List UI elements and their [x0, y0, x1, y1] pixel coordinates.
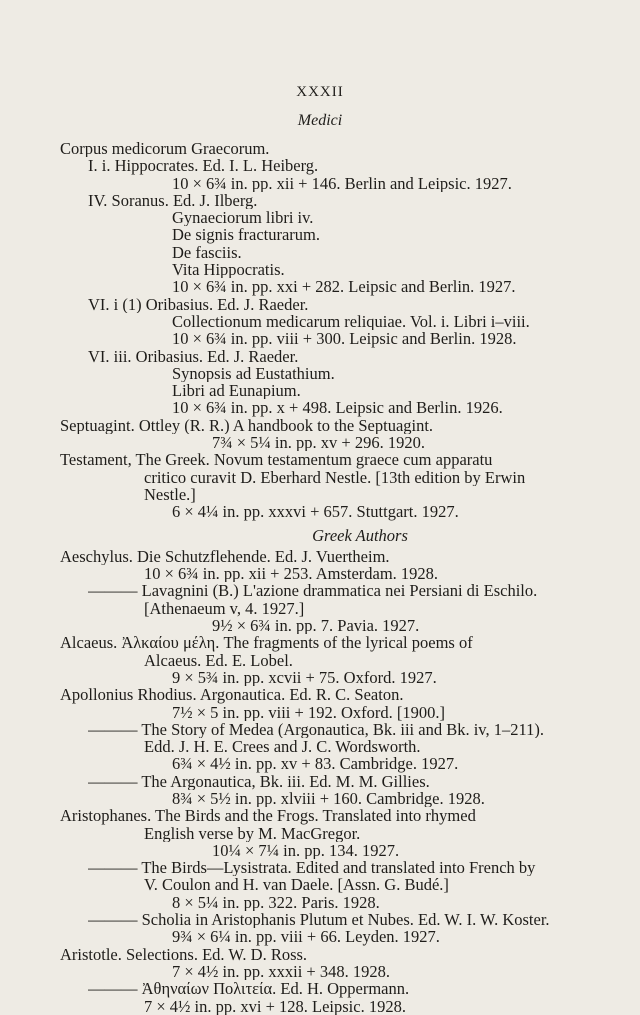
- entry-line: 10 × 6¾ in. pp. xii + 146. Berlin and Leipsic. 1927.: [172, 174, 512, 192]
- entry-line: 9½ × 6¾ in. pp. 7. Pavia. 1927.: [212, 617, 420, 635]
- section-heading-greek: Greek Authors: [312, 525, 408, 545]
- entry-line: 7¾ × 5¼ in. pp. xv + 296. 1920.: [212, 434, 425, 452]
- entry-line: 8¾ × 5½ in. pp. xlviii + 160. Cambridge. 1928.: [172, 789, 485, 808]
- entry-line: Alcaeus. Ἀλκαίου μέλη. The fragments of the lyrical poems of: [60, 634, 473, 652]
- entry-line: Gynaeciorum libri iv.: [172, 209, 314, 227]
- entry-line: De fasciis.: [172, 243, 242, 262]
- entry-line: De signis fracturarum.: [172, 226, 320, 244]
- entry-line: ——— Scholia in Aristophanis Plutum et Nubes. Ed. W. I. W. Koster.: [88, 911, 550, 929]
- section-heading-medici: Medici: [297, 112, 343, 129]
- entry-line: Septuagint. Ottley (R. R.) A handbook to the Septuagint.: [60, 416, 434, 435]
- medici-entries: [60, 140, 620, 521]
- entry-line: 7 × 4½ in. pp. xxxii + 348. 1928.: [172, 962, 390, 981]
- entry-line: ——— The Argonautica, Bk. iii. Ed. M. M. Gillies.: [88, 772, 430, 790]
- entry-line: ——— The Story of Medea (Argonautica, Bk. iii and Bk. iv, 1–211).: [88, 720, 544, 739]
- entry-line: ——— Lavagnini (B.) L'azione drammatica nei Persiani di Eschilo.: [88, 582, 538, 600]
- entry-line: Synopsis ad Eustathium.: [172, 364, 335, 383]
- entry-line: 10¼ × 7¼ in. pp. 134. 1927.: [212, 841, 400, 860]
- entry-line: 7½ × 5 in. pp. viii + 192. Oxford. [1900.]: [172, 703, 445, 721]
- entry-line: 9¾ × 6¼ in. pp. viii + 66. Leyden. 1927.: [172, 928, 440, 946]
- entry-line: VI. i (1) Oribasius. Ed. J. Raeder.: [88, 295, 309, 313]
- entry-line: 10 × 6¾ in. pp. viii + 300. Leipsic and Berlin. 1928.: [172, 330, 517, 348]
- entry-line: Nestle.]: [144, 485, 196, 504]
- entry-line: ——— Ἀθηναίων Πολιτεία. Ed. H. Oppermann.: [88, 980, 410, 998]
- entry-line: [Athenaeum v, 4. 1927.]: [144, 599, 305, 618]
- entry-line: Alcaeus. Ed. E. Lobel.: [144, 651, 293, 669]
- entry-line: 6¾ × 4½ in. pp. xv + 83. Cambridge. 1927.: [172, 755, 459, 773]
- entry-line: IV. Soranus. Ed. J. Ilberg.: [88, 191, 258, 210]
- entry-line: 10 × 6¾ in. pp. xxi + 282. Leipsic and Berlin. 1927.: [172, 278, 516, 296]
- greek-entries: [60, 547, 620, 1015]
- entry-line: critico curavit D. Eberhard Nestle. [13th edition by Erwin: [144, 468, 526, 486]
- entry-line: Aristophanes. The Birds and the Frogs. Translated into rhymed: [60, 807, 476, 825]
- entry-line: 10 × 6¾ in. pp. xii + 253. Amsterdam. 1928.: [144, 565, 439, 583]
- entry-line: VI. iii. Oribasius. Ed. J. Raeder.: [88, 347, 299, 365]
- entry-line: Vita Hippocratis.: [172, 261, 285, 279]
- entry-line: ——— The Birds—Lysistrata. Edited and translated into French by: [88, 859, 536, 877]
- entry-line: 10 × 6¾ in. pp. x + 498. Leipsic and Berlin. 1926.: [172, 399, 503, 417]
- entry-line: English verse by M. MacGregor.: [144, 824, 361, 842]
- entry-line: Collectionum medicarum reliquiae. Vol. i. Libri i–viii.: [172, 312, 530, 331]
- entry-line: Testament, The Greek. Novum testamentum graece cum apparatu: [60, 451, 493, 469]
- entry-line: V. Coulon and H. van Daele. [Assn. G. Budé.]: [144, 876, 449, 894]
- entry-line: I. i. Hippocrates. Ed. I. L. Heiberg.: [88, 157, 319, 175]
- entry-line: Corpus medicorum Graecorum.: [60, 140, 270, 158]
- entry-line: 9 × 5¾ in. pp. xcvii + 75. Oxford. 1927.: [172, 668, 437, 687]
- entry-line: 8 × 5¼ in. pp. 322. Paris. 1928.: [172, 893, 380, 912]
- entry-line: Edd. J. H. E. Crees and J. C. Wordsworth.: [144, 738, 421, 756]
- page-number: XXXII: [296, 84, 344, 100]
- entry-line: 6 × 4¼ in. pp. xxxvi + 657. Stuttgart. 1927.: [172, 503, 459, 521]
- entry-line: Aeschylus. Die Schutzflehende. Ed. J. Vuertheim.: [60, 547, 390, 566]
- entry-line: 7 × 4½ in. pp. xvi + 128. Leipsic. 1928.: [144, 997, 406, 1015]
- entry-line: Apollonius Rhodius. Argonautica. Ed. R. C. Seaton.: [60, 686, 404, 704]
- entries-list: [60, 140, 620, 1015]
- entry-line: Libri ad Eunapium.: [172, 382, 301, 400]
- entry-line: Aristotle. Selections. Ed. W. D. Ross.: [60, 945, 308, 963]
